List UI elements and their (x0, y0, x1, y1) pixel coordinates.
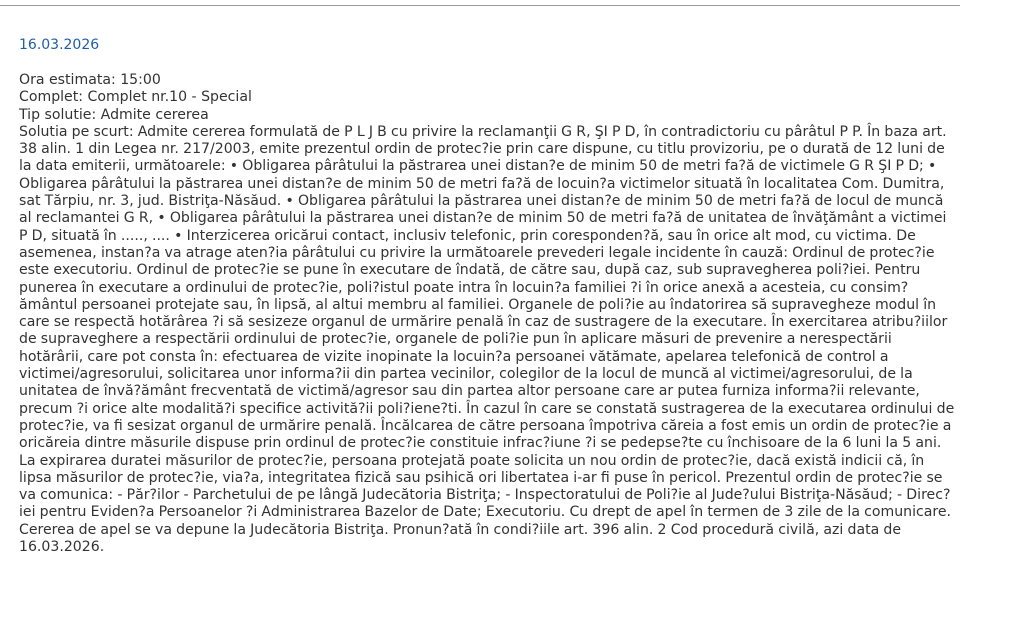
solutia-pe-scurt-paragraph: Solutia pe scurt: Admite cererea formulată de P L J B cu privire la reclamanţii G R, ŞI P D, în contradictoriu cu pârâtul P P. În baza art. 38 alin. 1 din Legea nr. 217/2003, emite prezentul ordin de protec?ie prin care dispune, cu titlu provizoriu, pe o durată de 12 luni de la data emiterii, următoarele: • Obligarea pârâtului la păstrarea unei distan?e de minim 50 de metri fa?ă de victimele G R ŞI P D; • Obligarea pârâtului la păstrarea unei distan?e de minim 50 de metri fa?ă de locuin?a victimelor situată în localitatea Com. Dumitra, sat Tărpiu, nr. 3, jud. Bistriţa-Năsăud. • Obligarea pârâtului la păstrarea unei distan?e de minim 50 de metri fa?ă de locul de muncă al reclamantei G R, • Obligarea pârâtului la păstrarea unei distan?e de minim 50 de metri fa?ă de unitatea de învăţământ a victimei P D, situată în ....., .... • Interzicerea oricărui contact, inclusiv telefonic, prin coresponden?ă, sau în orice alt mod, cu victima. De asemenea, instan?a va atrage aten?ia pârâtului cu privire la următoarele prevederi legale incidente în cauză: Ordinul de protec?ie este executoriu. Ordinul de protec?ie se pune în executare de îndată, de către sau, după caz, sub supravegherea poli?iei. Pentru punerea în executare a ordinului de protec?ie, poli?istul poate intra în locuin?a familiei ?i în orice anexă a acesteia, cu consim?ământul persoanei protejate sau, în lipsă, al altui membru al familiei. Organele de poli?ie au îndatorirea să supravegheze modul în care se respectă hotărârea ?i să sesizeze organul de urmărire penală în caz de sustragere de la executare. În exercitarea atribu?iilor de supraveghere a respectării ordinului de protec?ie, organele de poli?ie pun în aplicare măsuri de prevenire a nerespectării hotărârii, care pot consta în: efectuarea de vizite inopinate la locuin?a persoanei vătămate, apelarea telefonică de control a victimei/agresorului, solicitarea unor informa?ii din partea vecinilor, colegilor de la locul de muncă al victimei/agresorului, de la unitatea de învă?ământ frecventată de victimă/agresor sau din partea altor persoane care ar putea furniza informa?ii relevante, precum ?i orice alte modalită?i specifice activită?ii poli?iene?ti. În cazul în care se constată sustragerea de la executarea ordinului de protec?ie, va fi sesizat organul de urmărire penală. Încălcarea de către persoana împotriva căreia a fost emis un ordin de protec?ie a oricăreia dintre măsurile dispuse prin ordinul de protec?ie constituie infrac?iune ?i se pedepse?te cu închisoare de la 6 luni la 5 ani. La expirarea duratei măsurilor de protec?ie, persoana protejată poate solicita un nou ordin de protec?ie, dacă există indicii că, în lipsa măsurilor de protec?ie, via?a, integritatea fizică sau psihică ori libertatea i-ar fi puse în pericol. Prezentul ordin de protec?ie se va comunica: - Păr?ilor - Parchetului de pe lângă Judecătoria Bistriţa; - Inspectoratului de Poli?ie al Jude?ului Bistriţa-Năsăud; - Direc?iei pentru Eviden?a Persoanelor ?i Administrarea Bazelor de Date; Executoriu. Cu drept de apel în termen de 3 zile de la comunicare. Cererea de apel se va depune la Judecătoria Bistriţa. Pronun?ată în condi?iile art. 396 alin. 2 Cod procedură civilă, azi data de 16.03.2026. (19, 123, 955, 556)
entry-details (19, 72, 957, 556)
complet-line: Complet: Complet nr.10 - Special (19, 89, 252, 106)
entry-date-heading: 16.03.2026 (19, 37, 100, 53)
tip-solutie-line: Tip solutie: Admite cererea (19, 106, 209, 123)
ora-estimata-line: Ora estimata: 15:00 (19, 72, 161, 88)
top-divider (0, 5, 960, 6)
